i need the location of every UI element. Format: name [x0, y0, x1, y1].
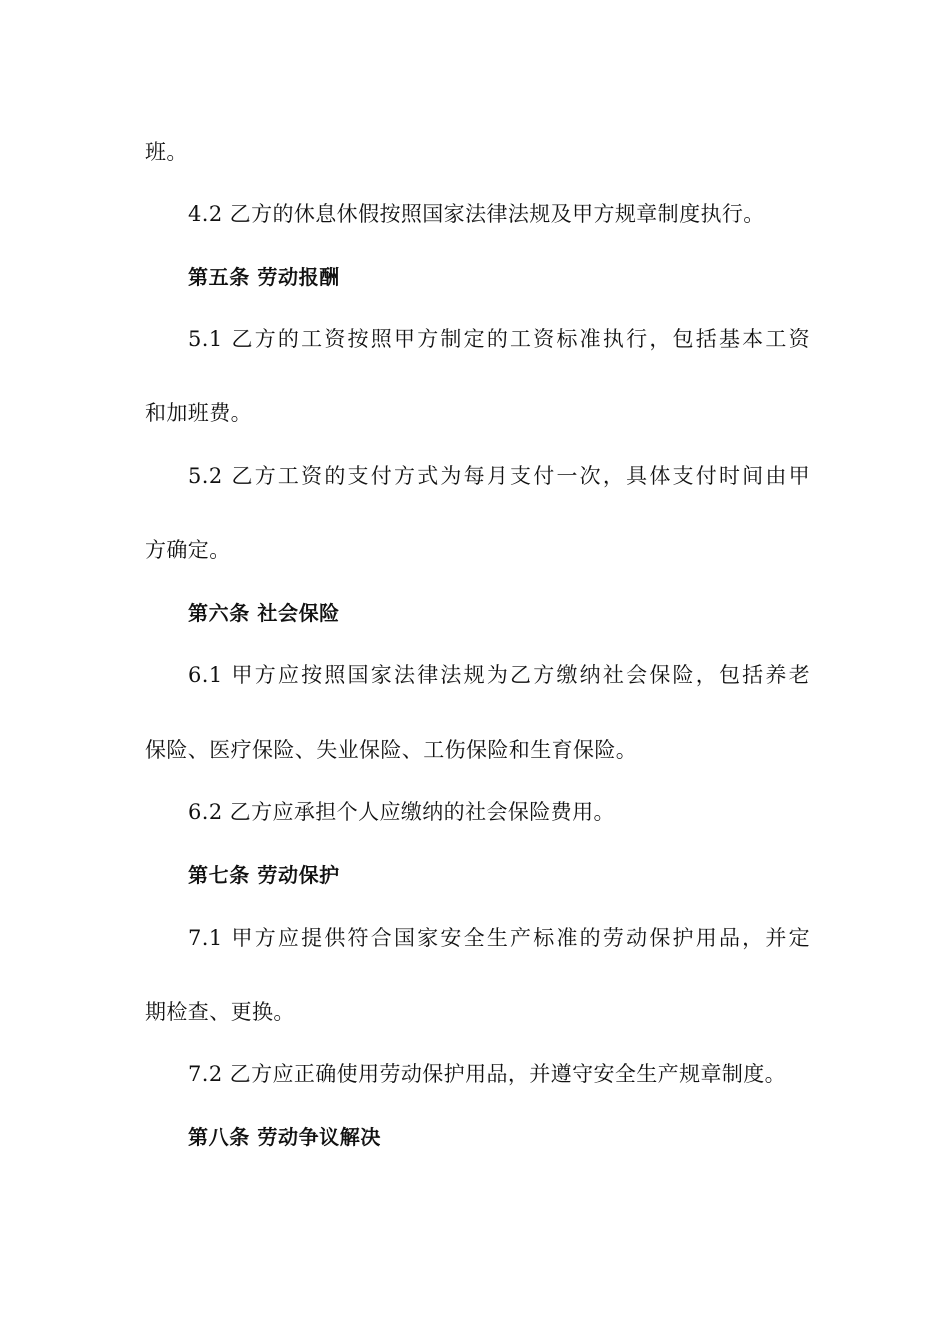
clause-7-2: 7.2 乙方应正确使用劳动保护用品，并遵守安全生产规章制度。 — [188, 1062, 787, 1086]
clause-6-1: 6.1 甲方应按照国家法律法规为乙方缴纳社会保险，包括养老 — [188, 663, 810, 687]
clause-4-2: 4.2 乙方的休息休假按照国家法律法规及甲方规章制度执行。 — [188, 202, 765, 226]
article-5-heading: 第五条 劳动报酬 — [188, 265, 340, 289]
article-7-heading: 第七条 劳动保护 — [188, 863, 340, 887]
clause-5-1: 5.1 乙方的工资按照甲方制定的工资标准执行，包括基本工资 — [188, 327, 810, 351]
paragraph-continuation: 和加班费。 — [145, 401, 252, 425]
article-8-heading: 第八条 劳动争议解决 — [188, 1125, 381, 1149]
paragraph-continuation: 班。 — [145, 140, 188, 164]
paragraph-continuation: 方确定。 — [145, 538, 231, 562]
clause-6-2: 6.2 乙方应承担个人应缴纳的社会保险费用。 — [188, 800, 615, 824]
clause-5-2: 5.2 乙方工资的支付方式为每月支付一次，具体支付时间由甲 — [188, 464, 810, 488]
clause-7-1: 7.1 甲方应提供符合国家安全生产标准的劳动保护用品，并定 — [188, 926, 810, 950]
paragraph-continuation: 期检查、更换。 — [145, 1000, 295, 1024]
paragraph-continuation: 保险、医疗保险、失业保险、工伤保险和生育保险。 — [145, 738, 638, 762]
article-6-heading: 第六条 社会保险 — [188, 601, 340, 625]
